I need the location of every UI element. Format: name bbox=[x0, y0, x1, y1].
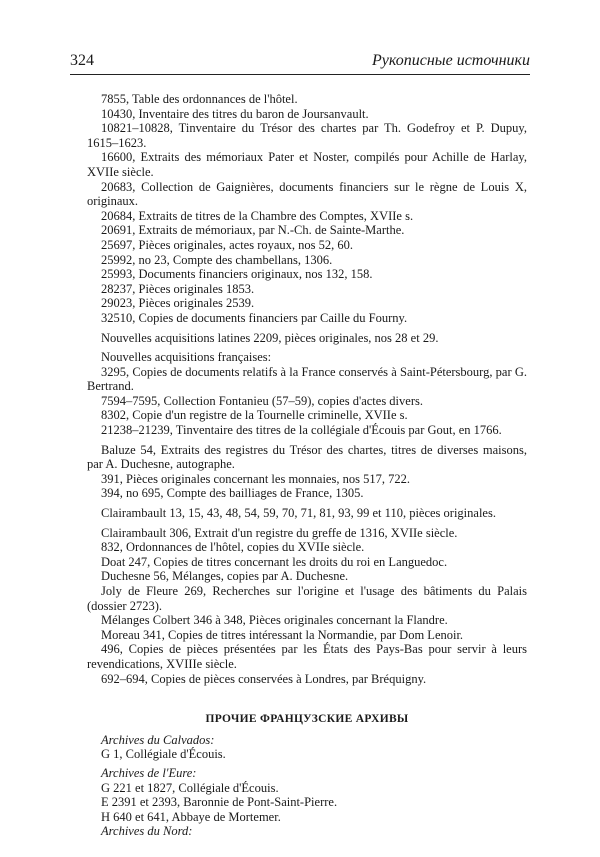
manuscript-entry: 29023, Pièces originales 2539. bbox=[101, 296, 255, 311]
manuscript-entry: 28237, Pièces originales 1853. bbox=[101, 281, 255, 296]
manuscript-entry: 832, Ordonnances de l'hôtel, copies du XVIIe siècle. bbox=[101, 540, 365, 555]
manuscript-entry: 32510, Copies de documents financiers par Caille du Fourny. bbox=[101, 310, 408, 325]
manuscript-entry: Baluze 54, Extraits des registres du Trésor des chartes, titres de diverses maisons, par A. Duchesne, autographe. bbox=[87, 442, 527, 472]
manuscript-entry: 8302, Copie d'un registre de la Tournelle criminelle, XVIIe s. bbox=[101, 408, 408, 423]
page-number: 324 bbox=[70, 52, 94, 69]
manuscript-entry: 391, Pièces originales concernant les monnaies, nos 517, 722. bbox=[101, 471, 410, 486]
manuscript-list bbox=[87, 92, 527, 686]
manuscript-entry: Nouvelles acquisitions latines 2209, pièces originales, nos 28 et 29. bbox=[101, 330, 439, 345]
manuscript-entry: 10430, Inventaire des titres du baron de Joursanvault. bbox=[101, 106, 369, 121]
manuscript-entry: 3295, Copies de documents relatifs à la France conservés à Saint-Pétersbourg, par G. Bertrand. bbox=[87, 364, 527, 394]
manuscript-entry: Duchesne 56, Mélanges, copies par A. Duchesne. bbox=[101, 569, 349, 584]
manuscript-entry: 10821–10828, Tinventaire du Trésor des chartes par Th. Godefroy et P. Dupuy, 1615–1623. bbox=[87, 121, 527, 150]
archive-item: H 640 et 641, Abbaye de Mortemer. bbox=[101, 809, 281, 824]
archive-item: G 1, Collégiale d'Écouis. bbox=[101, 747, 226, 762]
manuscript-entry: Doat 247, Copies de titres concernant les droits du roi en Languedoc. bbox=[101, 554, 448, 569]
manuscript-entry: 20683, Collection de Gaignières, documents financiers sur le règne de Louis X, originaux. bbox=[87, 179, 527, 209]
manuscript-entry: 7594–7595, Collection Fontanieu (57–59), copies d'actes divers. bbox=[101, 393, 423, 408]
manuscript-entry: 16600, Extraits des mémoriaux Pater et Noster, compilés pour Achille de Harlay, XVIIe siècle. bbox=[87, 150, 527, 179]
manuscript-entry: 25992, no 23, Compte des chambellans, 1306. bbox=[101, 252, 333, 267]
manuscript-entry: 20691, Extraits de mémoriaux, par N.-Ch. de Sainte-Marthe. bbox=[101, 223, 405, 238]
manuscript-entry: 25993, Documents financiers originaux, nos 132, 158. bbox=[101, 267, 373, 282]
archive-item: E 2391 et 2393, Baronnie de Pont-Saint-Pierre. bbox=[101, 795, 338, 810]
manuscript-entry: 25697, Pièces originales, actes royaux, nos 52, 60. bbox=[101, 237, 354, 252]
archive-heading-nord: Archives du Nord: bbox=[101, 824, 193, 839]
manuscript-entry: 496, Copies de pièces présentées par les États des Pays-Bas pour servir à leurs revendications, XVIIIe siècle. bbox=[87, 642, 527, 671]
manuscript-entry: 7855, Table des ordonnances de l'hôtel. bbox=[101, 92, 298, 106]
manuscript-entry: Joly de Fleure 269, Recherches sur l'origine et l'usage des bâtiments du Palais (dossier 2723). bbox=[87, 584, 527, 613]
manuscript-entry: Nouvelles acquisitions françaises: bbox=[101, 350, 272, 365]
manuscript-entry: Clairambault 306, Extrait d'un registre du greffe de 1316, XVIIe siècle. bbox=[101, 525, 458, 540]
manuscript-entry: Clairambault 13, 15, 43, 48, 54, 59, 70, 71, 81, 93, 99 et 110, pièces originales. bbox=[101, 506, 496, 521]
manuscript-entry: 21238–21239, Tinventaire des titres de la collégiale d'Écouis par Gout, en 1766. bbox=[101, 423, 502, 438]
page-body bbox=[87, 92, 527, 839]
manuscript-entry: 394, no 695, Compte des bailliages de France, 1305. bbox=[101, 486, 364, 501]
archive-heading-calvados: Archives du Calvados: bbox=[101, 732, 215, 747]
archive-heading-eure: Archives de l'Eure: bbox=[101, 765, 197, 780]
running-head: Рукописные источники bbox=[371, 52, 530, 69]
section-title: ПРОЧИЕ ФРАНЦУЗСКИЕ АРХИВЫ bbox=[205, 713, 409, 726]
manuscript-entry: 692–694, Copies de pièces conservées à Londres, par Bréquigny. bbox=[101, 671, 427, 686]
page-header bbox=[70, 48, 530, 75]
manuscript-entry: Moreau 341, Copies de titres intéressant la Normandie, par Dom Lenoir. bbox=[101, 627, 464, 642]
manuscript-entry: 20684, Extraits de titres de la Chambre des Comptes, XVIIe s. bbox=[101, 208, 414, 223]
archive-item: G 221 et 1827, Collégiale d'Écouis. bbox=[101, 780, 279, 795]
manuscript-entry: Mélanges Colbert 346 à 348, Pièces originales concernant la Flandre. bbox=[101, 613, 448, 628]
